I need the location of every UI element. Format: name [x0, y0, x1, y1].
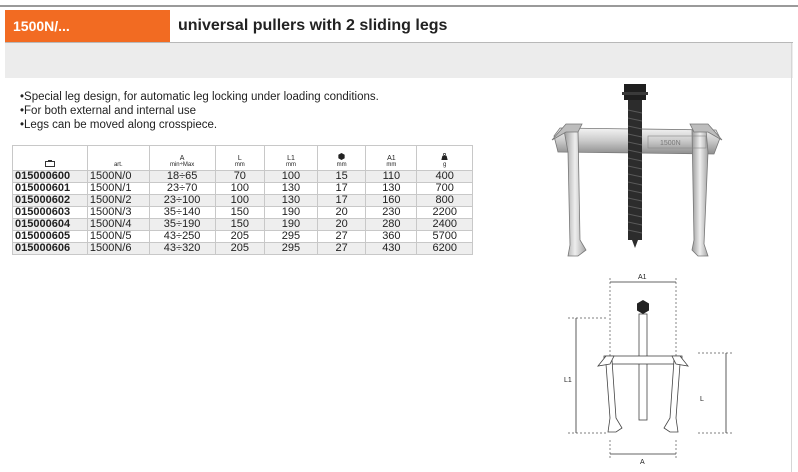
- cell-a1: 430: [366, 243, 417, 255]
- cell-weight: 800: [417, 195, 473, 207]
- cell-hex: 20: [317, 219, 365, 231]
- table-row: [13, 207, 473, 219]
- cell-code: 015000604: [13, 219, 88, 231]
- cell-l1: 295: [265, 231, 318, 243]
- cell-art: 1500N/3: [87, 207, 149, 219]
- product-code-tab: 1500N/...: [5, 10, 170, 42]
- cell-weight: 2400: [417, 219, 473, 231]
- cell-a: 43÷320: [149, 243, 215, 255]
- cell-code: 015000600: [13, 171, 88, 183]
- cell-art: 1500N/6: [87, 243, 149, 255]
- col-l1-header: L1 mm: [265, 146, 318, 171]
- cell-a: 35÷140: [149, 207, 215, 219]
- cell-art: 1500N/1: [87, 183, 149, 195]
- cell-a: 43÷250: [149, 231, 215, 243]
- puller-photo: [548, 80, 724, 270]
- cell-hex: 20: [317, 207, 365, 219]
- feature-list: [20, 90, 379, 132]
- cell-code: 015000605: [13, 231, 88, 243]
- photo-engraving: 1500N: [660, 140, 681, 147]
- cell-a: 23÷70: [149, 183, 215, 195]
- table-row: [13, 171, 473, 183]
- cell-a1: 230: [366, 207, 417, 219]
- cell-art: 1500N/5: [87, 231, 149, 243]
- cell-hex: 17: [317, 183, 365, 195]
- hexagon-icon: [320, 153, 363, 162]
- cell-art: 1500N/2: [87, 195, 149, 207]
- cell-art: 1500N/4: [87, 219, 149, 231]
- col-a1-header: A1 mm: [366, 146, 417, 171]
- cell-code: 015000601: [13, 183, 88, 195]
- top-rule: [0, 5, 798, 7]
- cell-a1: 130: [366, 183, 417, 195]
- cell-a1: 160: [366, 195, 417, 207]
- cell-l1: 130: [265, 195, 318, 207]
- cell-l1: 190: [265, 207, 318, 219]
- table-header-row: [13, 146, 473, 171]
- cell-l: 150: [215, 219, 265, 231]
- cell-weight: 400: [417, 171, 473, 183]
- col-art-header: art.: [87, 146, 149, 171]
- cell-code: 015000603: [13, 207, 88, 219]
- cell-l1: 190: [265, 219, 318, 231]
- right-border: [791, 43, 792, 472]
- cell-weight: 5700: [417, 231, 473, 243]
- header-band: [5, 43, 793, 78]
- label-a1: A1: [638, 274, 647, 281]
- spec-table: [12, 145, 473, 255]
- cell-l1: 130: [265, 183, 318, 195]
- hex-nut-icon: [637, 300, 649, 314]
- cell-code: 015000602: [13, 195, 88, 207]
- cell-l: 205: [215, 231, 265, 243]
- feature-item: • Special leg design, for automatic leg locking under loading conditions.: [20, 90, 379, 104]
- col-weight-header: g: [417, 146, 473, 171]
- cell-a1: 360: [366, 231, 417, 243]
- table-row: [13, 231, 473, 243]
- cell-hex: 17: [317, 195, 365, 207]
- cell-l: 205: [215, 243, 265, 255]
- cell-l1: 100: [265, 171, 318, 183]
- label-l1: L1: [564, 377, 572, 384]
- col-hex-header: mm: [317, 146, 365, 171]
- cell-l: 100: [215, 183, 265, 195]
- cell-code: 015000606: [13, 243, 88, 255]
- cell-a: 23÷100: [149, 195, 215, 207]
- cell-weight: 2200: [417, 207, 473, 219]
- cell-a1: 280: [366, 219, 417, 231]
- feature-item: • Legs can be moved along crosspiece.: [20, 118, 379, 132]
- table-row: [13, 243, 473, 255]
- barcode-box-icon: [15, 160, 85, 169]
- dimension-diagram: [548, 268, 753, 468]
- cell-weight: 700: [417, 183, 473, 195]
- cell-a: 35÷190: [149, 219, 215, 231]
- table-row: [13, 195, 473, 207]
- col-code-header: [13, 146, 88, 171]
- weight-icon: [419, 153, 470, 162]
- label-l: L: [700, 396, 704, 403]
- cell-a1: 110: [366, 171, 417, 183]
- cell-a: 18÷65: [149, 171, 215, 183]
- cell-art: 1500N/0: [87, 171, 149, 183]
- col-a-header: A min÷Max: [149, 146, 215, 171]
- cell-hex: 27: [317, 243, 365, 255]
- table-row: [13, 219, 473, 231]
- cell-l1: 295: [265, 243, 318, 255]
- feature-item: • For both external and internal use: [20, 104, 379, 118]
- label-a: A: [640, 459, 645, 466]
- cell-hex: 27: [317, 231, 365, 243]
- table-row: [13, 183, 473, 195]
- cell-l: 150: [215, 207, 265, 219]
- page-title: universal pullers with 2 sliding legs: [178, 17, 448, 34]
- cell-hex: 15: [317, 171, 365, 183]
- col-l-header: L mm: [215, 146, 265, 171]
- cell-l: 70: [215, 171, 265, 183]
- cell-l: 100: [215, 195, 265, 207]
- cell-weight: 6200: [417, 243, 473, 255]
